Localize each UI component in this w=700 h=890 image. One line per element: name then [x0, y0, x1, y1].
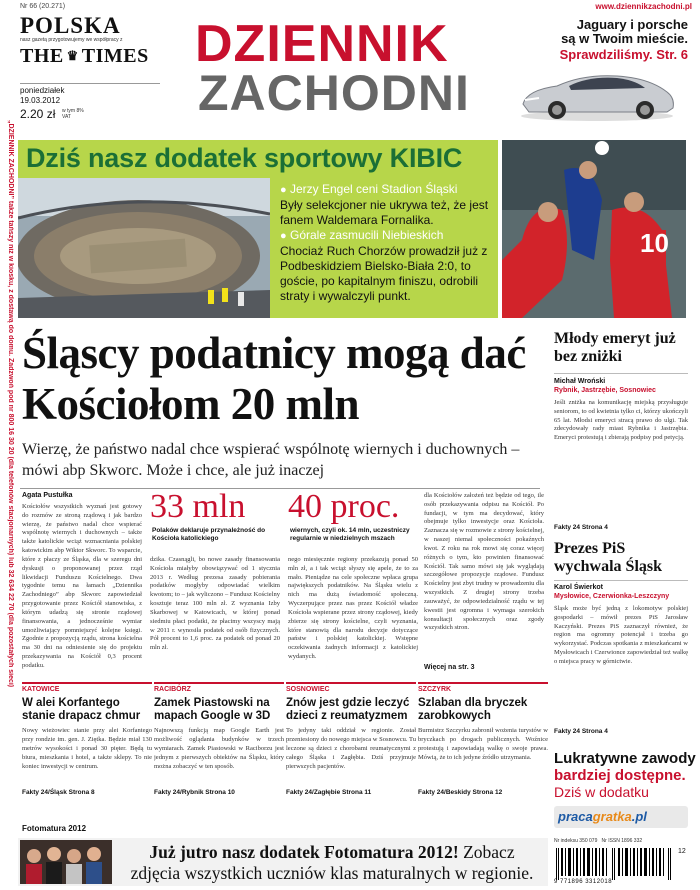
fotomatura-headline: Już jutro nasz dodatek Fotomatura 2012!: [149, 842, 459, 862]
jobs-promo-line2: bardziej dostępne.: [554, 767, 686, 784]
sports-car-image: [517, 64, 677, 122]
divider: [554, 373, 688, 374]
barcode-digits: 9 771896 3312018: [554, 879, 613, 885]
the-times-left: THE: [20, 45, 64, 67]
main-subhead: Wierzę, że państwo nadal chce wspierać wspólnotę wiernych i duchownych – mówi abp Skworc. Może i chce, ale już inaczej: [22, 441, 520, 479]
car-promo-line1: Jaguary i porsche: [576, 17, 688, 32]
story-raciborz[interactable]: [154, 682, 284, 820]
sport-banner-title: Dziś nasz dodatek sportowy KIBIC: [26, 143, 463, 173]
fotomatura-logo: Fotomatura 2012: [22, 824, 87, 833]
story-title: Szlaban dla bryczek zarobkowych: [418, 697, 528, 723]
main-headline[interactable]: Śląscy podatnicy mogą dać Kościołom 20 mln: [22, 328, 526, 429]
subscription-strip: [2, 120, 14, 810]
sport-item1-text: Były selekcjoner nie ukrywa też, że jest fanem Waldemara Fornalika.: [280, 197, 489, 227]
stat-caption-1: Polaków deklaruje przynależność do Kościoła katolickiego: [152, 527, 266, 543]
vat-note: w tym 8% VAT: [62, 108, 84, 120]
story-region: KATOWICE: [22, 682, 152, 693]
article-column-3: nego miesięcznie regiony przekazują ponad 50 mln zł, a i tak wciąż słyszy się apele, że to za mało. Pieniądze na cele społeczne wpłaca grupa największych podatników. Na Śląsku wielu z nich ma dużą świadomość społeczną. Wyczerpujące przez nas przez Kościół władze Kościoła wspierane przez strony rządowej, kiedy zbierze się strony kościelne, czyli wyznania, które stanowią dla narodu decyzje dotyczące państw i polskiej katolickiej. Wstępne oczekiwania żadnych informacji z katolickiej wydanych.: [288, 556, 418, 661]
fotomatura-line1-rest: Zobacz: [463, 842, 515, 862]
article-column-4: dla Kościołów założeń też będzie od tego, ile osób przekazywania odpisu na Kościół. Po fundacji, w tym ma decydować, który obejmuje tylko inwestycje oraz Kościoła. Zaznacza się w rozmowie z strony kościelnej, w naszej niemal społeczności pokaźnych kwot. Z roku na rok mowi się coraz więcej różnych o tym, kto powinien finansować Kościół. Tak samo mówi się jak wyglądają szczegółowe propozycje rządowe. Fundusz Kościelny jest zbyt trudny w prowadzeniu dla wszystkich. Z drugiej strony trzeba zauważyć, że odpowiedzialność rządu w tej kwestii jest ogromna i wymaga szerokich konsultacji społecznych oraz zgody wszystkich stron.: [424, 492, 544, 632]
subscription-strip-text: „DZIENNIK ZACHODNI” także tańszy niż w kiosku, z dostawą do domu. Zadzwoń pod nr 800 16 30 20 (dla telefonów stacjonarnych) lub 32 634 22 70 (dla pozostałych sieci): [7, 120, 14, 688]
sidebar-story2-title[interactable]: Prezes PiS wychwala Śląsk: [554, 540, 663, 575]
students-photo: [20, 840, 112, 884]
sidebar-story2-author: Karol Świerkot: [554, 584, 604, 591]
player-number: 10: [640, 228, 669, 258]
story-text: Najnowszą funkcją map Google Earth jest możliwość oglądania budynków w trzech wymiarach. Zamek Piastowski w Raciborzu jest jednym z pierwszych obiektów na Śląsku, który można zobaczyć w ten sposób.: [154, 727, 284, 770]
story-title: Zamek Piastowski na mapach Google w 3D: [154, 697, 271, 723]
barcode-issn: [554, 838, 688, 844]
sport-banner-text: [280, 182, 496, 304]
more-link[interactable]: Więcej na str. 3: [424, 664, 475, 671]
issn-number: Nr ISSN 1896 332: [601, 838, 643, 844]
issue-number: Nr 66 (20.271): [20, 3, 66, 10]
the-times-logo: [20, 45, 149, 68]
article-column-2: dzika. Czasnągli, bo nowe zasady finansowania Kościoła miałyby obowiązywać od 1 stycznia 2013 r. Według prezesa zasady pobierania podatków mogłyby odpowiadać wielkim kwotom; to – jak wyliczono – Fundusz Kościelny kosztuje teraz 100 mln zł. Z wyznania Izby Skarbowej w Katowicach, w której ponad siedmiu płaci podatki, że płacimy wszyscy mają w 2011 r. wynosiła podatek od osób fizycznych. Pół procent to 1,6 proc. za podatek od ponad 20 mln zł.: [150, 556, 280, 652]
story-szczyrk[interactable]: [418, 682, 548, 820]
polska-logo: POLSKA: [20, 13, 121, 38]
car-promo[interactable]: [548, 18, 688, 62]
jobs-promo-line3: Dziś w dodatku: [554, 784, 649, 800]
jobs-promo-line1[interactable]: Lukratywne zawody: [554, 750, 696, 767]
sport-item1-head: Jerzy Engel ceni Stadion Śląski: [290, 182, 458, 196]
story-text: Burmistrz Szczyrku zabronił wożenia turystów w bryczkach po drogach publicznych. Woźnice protestują i zapowiadają walkę o swoje prawa. Mówią, że to ich jedyne źródło utrzymania.: [418, 727, 548, 761]
sport-item2-text: Chociaż Ruch Chorzów prowadził już z Podbeskidziem Bielsko-Biała 2:0, to goście, po kapitalnym finiszu, odrobili straty i wywalczyli punkt.: [280, 243, 488, 304]
story-sosnowiec[interactable]: [286, 682, 416, 820]
divider: [554, 580, 688, 581]
stat-caption-2: wiernych, czyli ok. 14 mln, uczestniczy regularnie w niedzielnych mszach: [290, 527, 410, 543]
story-title: Znów jest gdzie leczyć dzieci z reumatyzmem: [286, 697, 410, 723]
pracagratka-logo[interactable]: [554, 806, 688, 828]
story-ref: Fakty 24/Beskidy Strona 12: [418, 789, 503, 797]
stat-value-2: 40 proc.: [288, 488, 400, 525]
story-ref: Fakty 24/Zagłębie Strona 11: [286, 789, 372, 797]
bullet-icon: ●: [280, 230, 287, 243]
story-region: RACIBÓRZ: [154, 682, 284, 693]
sidebar-story2-text: Śląsk może być jedną z lokomotyw polskiej gospodarki – mówił prezes PiS Jarosław Kaczyński. Prezes PiS zaznaczył również, że region ma ogromny potencjał i trzeba go wykorzystać. Podczas spotkania z mieszkańcami w Mysłowicach i Czerwionce zapowiedział też walkę o miejsca pracy w górnictwie.: [554, 605, 688, 665]
car-promo-line2: są w Twoim mieście.: [561, 31, 688, 47]
bullet-icon: ●: [280, 184, 287, 196]
divider: [20, 83, 160, 84]
sidebar-story1-author: Michał Wroński: [554, 378, 606, 385]
story-region: SZCZYRK: [418, 682, 548, 693]
story-region: SOSNOWIEC: [286, 682, 416, 693]
sport-item2-head: Górale zasmucili Niebieskich: [290, 228, 444, 243]
story-ref: Fakty 24/Rybnik Strona 10: [154, 789, 235, 797]
sidebar-story1-title[interactable]: Młody emeryt już bez zniżki: [554, 330, 676, 365]
site-url-link[interactable]: www.dziennikzachodni.pl: [595, 2, 692, 11]
praca-logo-part1: praca: [558, 809, 593, 824]
sidebar-story1-ref: Fakty 24 Strona 4: [554, 524, 608, 531]
stat-value-1: 33 mln: [150, 488, 246, 525]
price: 2.20 zł: [20, 107, 56, 121]
the-times-right: TIMES: [81, 45, 149, 67]
football-image: [502, 140, 686, 318]
weekday: poniedziałek: [20, 86, 65, 95]
polska-tagline: nasz gazetą przygotowujemy we współpracy z: [20, 37, 123, 43]
barcode-addon: 12: [678, 848, 686, 855]
sidebar-story2-ref: Fakty 24 Strona 4: [554, 728, 608, 735]
article-author: Agata Pustułka: [22, 492, 73, 499]
sidebar-story1-places: Rybnik, Jastrzębie, Sosnowiec: [554, 387, 656, 394]
article-column-1: Kościołów wszystkich wyznań jest gotowy do rozmów ze stroną rządową i jak bardzo wierzę, że państwo nadal chce wspierać wspólnotę wiernych i duchownych – także także katolickie wciąż wzmacniania polskiej katowickim abp Wiktor Skworc. To wsparcie, które z płaczy ze Śląska, dla w szeregu dni dyskusji o proponowanej przez rząd likwidacji Funduszu Kościelnego. Dwa tygodnie temu na łamach „Dziennika Zachodniego” abp Skworc zapowiedział przygotowanie przez Kościół stanowiska, z którym udadzą się stronie rządowej finansowania, a jednocześnie wymiar umożliwiający pomniejszyć kolejne księgi. Zgodnie z propozycją rządu, strona kościelna ma 30 dni na odniesienie się do projektu przekazywania na Kościół 0,3 procent podatku.: [22, 503, 142, 669]
sidebar-story1-text: Jeśli zniżka na komunikację miejską przysługuje seniorom, to od kwietnia tylko ci, którzy ukończyli 65 lat. Młodsi emeryci stracą prawo do ulgi. Tak zdecydowały rady miast Rybnika i Jastrzębia. Emeryci protestują i zbierają podpisy pod petycją.: [554, 399, 688, 442]
story-title: W alei Korfantego stanie drapacz chmur: [22, 697, 141, 723]
index-number: Nr indeksu 350 079: [554, 838, 598, 844]
fotomatura-line2: zdjęcia wszystkich uczniów klas maturalnych w regionie.: [130, 863, 534, 883]
praca-logo-part2: gratka: [592, 809, 632, 824]
story-text: Nowy wieżowiec stanie przy alei Korfantego przy rondzie im. gen. J. Ziętka. Będzie miał 130 metrów wysokości i ponad 30 pięter. Będą tu biura, mieszkania i hotel, a także sklepy. To nie koniec inwestycji w centrum.: [22, 727, 152, 770]
sidebar-story2-places: Mysłowice, Czerwionka-Leszczyny: [554, 593, 670, 600]
divider: [20, 488, 540, 489]
stadium-image: [18, 178, 270, 318]
masthead-title-line1: DZIENNIK: [195, 15, 449, 73]
crest-icon: ♛: [66, 48, 79, 63]
masthead-title-line2: ZACHODNI: [198, 65, 470, 121]
car-promo-line3: Sprawdziliśmy. Str. 6: [559, 46, 688, 62]
story-katowice[interactable]: [22, 682, 152, 820]
fotomatura-text: [120, 842, 544, 884]
issue-date: 19.03.2012: [20, 96, 61, 105]
story-ref: Fakty 24/Śląsk Strona 8: [22, 789, 95, 797]
praca-logo-part3: .pl: [631, 809, 647, 824]
story-text: To jedyny taki oddział w regionie. Został przeniesiony do nowego miejsca w Sosnowcu. Tu leczone są dzieci z chorobami reumatycznymi z całego Śląska i Zagłębia. Dziś przyjmuje pierwszych pacjentów.: [286, 727, 416, 770]
barcode-image: [554, 848, 674, 880]
